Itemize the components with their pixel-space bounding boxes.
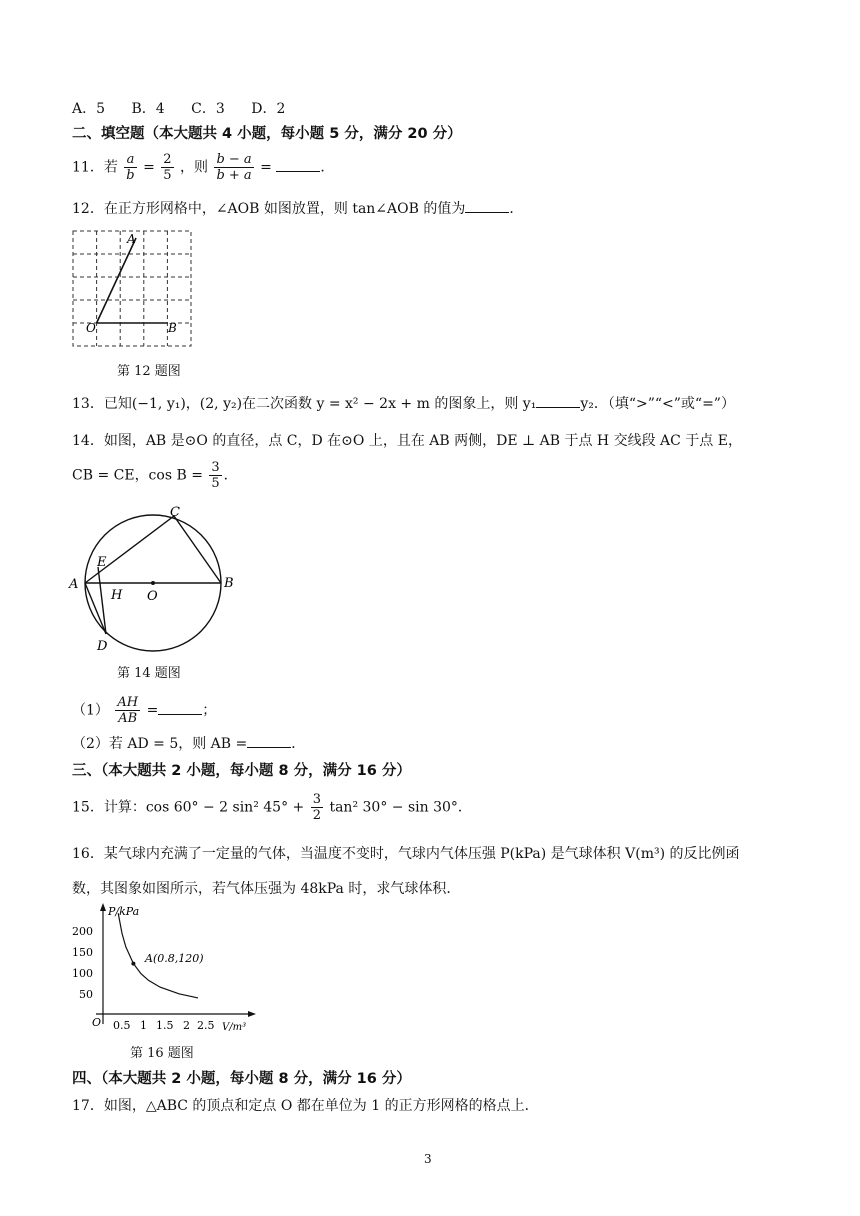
x-tick-2.5: 2.5 [197,1019,215,1032]
q14-sub1-frac: $\frac{AH}{AB}$ [117,695,139,726]
q14-line1: 14．如图，AB 是⊙O 的直径，点 C，D 在⊙O 上，且在 AB 两侧，DE ⊥ AB 于点 H 交线段 AC 于点 E， [72,433,742,449]
section2-title: 二、填空题（本大题共 4 小题，每小题 5 分，满分 20 分） [72,126,462,142]
y-axis-label: P/kPa [108,905,140,918]
y-tick-200: 200 [72,925,93,938]
q12-grid-figure [70,228,196,348]
y-axis-arrow-icon [100,903,106,911]
option-d: D．2 [251,101,286,117]
q10-options [72,100,307,118]
q14-label-h: H [111,588,123,603]
q14-sub2-blank [247,735,291,748]
q12-text: 12．在正方形网格中，∠AOB 如图放置，则 tan∠AOB 的值为 ． [72,201,524,217]
q14-sub1-blank [158,702,202,715]
option-c: C．3 [191,101,225,117]
q12-caption: 第 12 题图 [117,364,181,379]
q11-eq: = [143,159,155,176]
y-tick-100: 100 [72,967,93,980]
q11-frac1: $\frac{a}{b}$ [126,152,135,183]
q12-label-o: O [86,321,96,335]
q14-line2: CB = CE，cos B = $\frac{3}{5}$ ． [72,460,238,491]
point-a-label: A(0.8,120) [145,952,204,965]
x-axis-label: V/m³ [222,1022,247,1032]
origin-label: O [92,1016,102,1029]
option-b: B．4 [131,101,165,117]
page-number: 3 [424,1152,432,1166]
q14-cos-frac: $\frac{3}{5}$ [211,460,220,491]
q14-label-o: O [147,589,158,604]
q14-circle-figure [68,505,248,655]
q11-prefix: 11．若 [72,159,118,176]
q11: 11．若 $\frac{a}{b}$ = $\frac{2}{5}$ ，则 $\frac{b - a}{b + a}$ = ． [72,152,335,183]
x-tick-1.5: 1.5 [156,1019,174,1032]
q16-line1: 16．某气球内充满了一定量的气体，当温度不变时，气球内气体压强 P(kPa) 是气球体积 V(m³) 的反比例函 [72,846,740,862]
q11-frac2: $\frac{2}{5}$ [163,152,172,183]
x-axis-arrow-icon [248,1011,256,1017]
q16-caption: 第 16 题图 [130,1046,194,1061]
q14-label-e: E [97,555,107,570]
q15-frac: $\frac{3}{2}$ [312,792,321,823]
section4-title: 四、（本大题共 2 小题，每小题 8 分，满分 16 分） [72,1071,411,1087]
q16-line2: 数，其图象如图所示，若气体压强为 48kPa 时，求气球体积． [72,881,461,897]
q14-label-d: D [97,639,108,654]
section3-title: 三、（本大题共 2 小题，每小题 8 分，满分 16 分） [72,763,411,779]
q12-blank [465,200,509,213]
x-tick-0.5: 0.5 [113,1019,131,1032]
x-tick-1: 1 [140,1019,147,1032]
q15: 15．计算：cos 60° − 2 sin² 45° + $\frac{3}{2}$ tan² 30° − sin 30°． [72,792,472,823]
q14-sub2: （2）若 AD = 5，则 AB = ． [72,736,306,752]
point-a [131,962,135,966]
q17-text: 17．如图，△ABC 的顶点和定点 O 都在单位为 1 的正方形网格的格点上． [72,1098,539,1114]
option-a: A．5 [72,101,106,117]
q14-label-c: C [170,505,180,520]
q11-frac3: $\frac{b - a}{b + a}$ [216,152,252,183]
q16-chart [70,902,260,1032]
q12-label-a: A [127,232,136,246]
x-tick-2: 2 [183,1019,190,1032]
y-tick-50: 50 [79,988,93,1001]
q14-sub1: （1） $\frac{AH}{AB}$ = ； [72,695,217,726]
q11-suffix: = [260,159,272,176]
q14-label-a: A [69,577,79,592]
q13-text: 13．已知(−1, y₁)，(2, y₂)在二次函数 y = x² − 2x + m 的图象上，则 y₁ y₂．（填“>”“<”或“=”） [72,396,735,412]
q11-blank [276,159,320,172]
q14-label-b: B [224,576,234,591]
q14-caption: 第 14 题图 [117,666,181,681]
q12-label-b: B [168,321,177,335]
q13-blank [536,395,580,408]
y-tick-150: 150 [72,946,93,959]
q11-mid: ，则 [179,159,208,176]
